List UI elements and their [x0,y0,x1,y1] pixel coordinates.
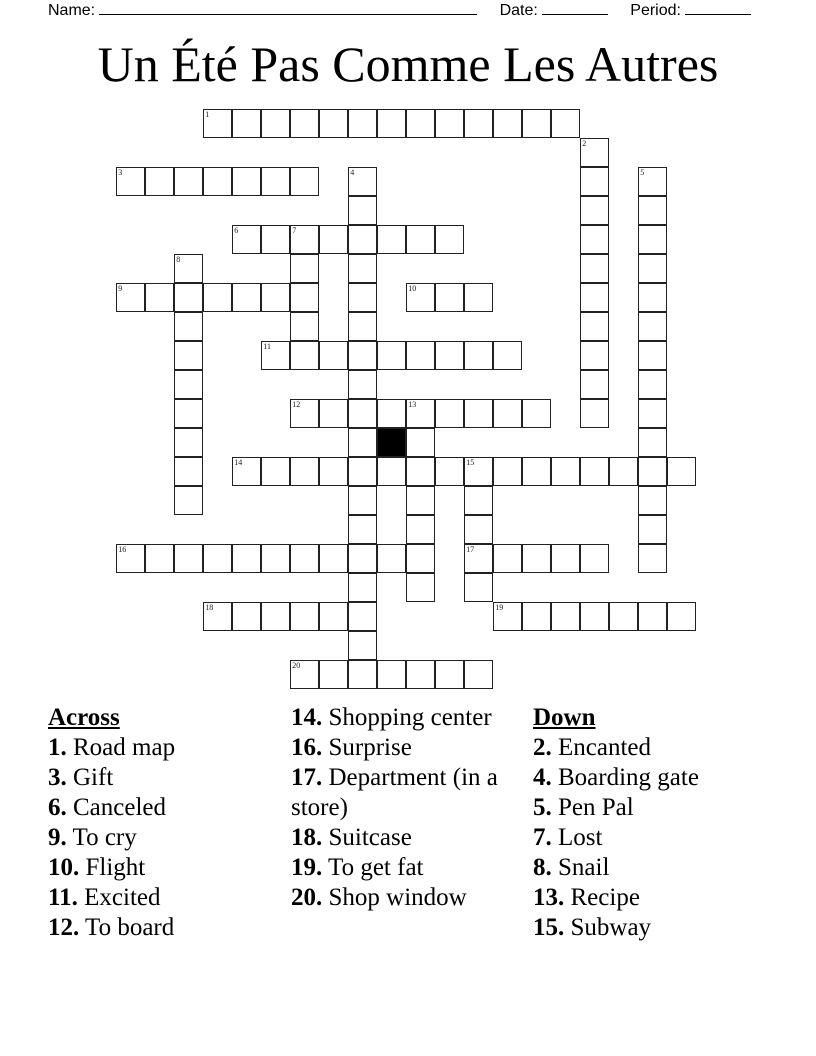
grid-cell[interactable] [290,341,319,370]
grid-cell[interactable] [580,254,609,283]
grid-cell[interactable] [174,370,203,399]
grid-cell[interactable] [580,341,609,370]
clue-item [291,763,521,823]
grid-cell[interactable] [580,602,609,631]
grid-cell[interactable] [377,109,406,138]
clue-text: To cry [66,824,137,851]
grid-cell[interactable] [406,283,435,312]
down-clues-column [533,703,793,943]
clue-number: 6 [234,226,239,236]
clue-number: 10 [408,284,417,294]
clue-text: Shopping center [322,704,492,731]
grid-cell[interactable] [174,457,203,486]
clue-number: 10. [48,854,80,881]
grid-cell[interactable] [638,283,667,312]
name-blank[interactable] [99,0,477,15]
clue-text: Excited [77,884,161,911]
clue-number: 19 [495,603,504,613]
grid-cell[interactable] [638,602,667,631]
grid-cell[interactable] [493,399,522,428]
clue-text: Suitcase [322,824,412,851]
grid-cell[interactable] [580,196,609,225]
grid-cell[interactable] [261,225,290,254]
grid-cell[interactable] [638,428,667,457]
clue-number: 11 [263,342,271,352]
grid-cell[interactable] [638,196,667,225]
grid-cell[interactable] [348,109,377,138]
clue-number: 4. [533,764,552,791]
clue-number: 3. [48,764,67,791]
grid-cell[interactable] [464,515,493,544]
grid-cell[interactable] [116,544,145,573]
grid-cell[interactable] [435,457,464,486]
clue-number: 4 [350,168,355,178]
grid-cell[interactable] [261,457,290,486]
clue-number: 6. [48,794,67,821]
clue-item [291,733,521,763]
grid-cell[interactable] [348,631,377,660]
clue-text: Gift [66,764,114,791]
grid-cell[interactable] [638,486,667,515]
grid-cell[interactable] [667,457,696,486]
clue-number: 5 [640,168,645,178]
grid-cell[interactable] [464,283,493,312]
grid-cell[interactable] [348,370,377,399]
grid-cell[interactable] [290,312,319,341]
clue-number: 20 [292,661,301,671]
grid-cell[interactable] [377,341,406,370]
grid-cell[interactable] [377,660,406,689]
grid-cell[interactable] [638,457,667,486]
grid-cell[interactable] [493,341,522,370]
grid-cell[interactable] [493,457,522,486]
clue-text: Lost [551,824,603,851]
clue-text: Boarding gate [551,764,699,791]
grid-cell[interactable] [116,167,145,196]
clue-text: Pen Pal [551,794,634,821]
clue-text: Road map [66,734,176,761]
grid-cell[interactable] [464,457,493,486]
grid-cell[interactable] [232,225,261,254]
grid-cell[interactable] [174,312,203,341]
clue-number: 12. [48,914,80,941]
clue-number: 16 [118,545,127,555]
grid-cell[interactable] [232,602,261,631]
clue-text: To get fat [322,854,424,881]
clue-item [533,823,793,853]
clue-text: Recipe [564,884,640,911]
clue-item [48,823,278,853]
grid-cell[interactable] [290,457,319,486]
grid-cell[interactable] [638,167,667,196]
clue-item [48,883,278,913]
clue-number: 9. [48,824,67,851]
clue-item [48,763,278,793]
clue-item [48,913,278,943]
grid-cell[interactable] [348,254,377,283]
across-clues-column-2 [291,703,521,913]
clue-item [533,853,793,883]
clue-number: 15. [533,914,565,941]
grid-cell[interactable] [638,341,667,370]
clue-number: 18. [291,824,323,851]
clue-number: 8. [533,854,552,881]
grid-cell[interactable] [348,399,377,428]
grid-cell[interactable] [580,370,609,399]
grid-cell[interactable] [261,283,290,312]
clue-item [533,763,793,793]
grid-cell[interactable] [406,399,435,428]
clue-number: 17 [466,545,475,555]
clue-text: To board [79,914,175,941]
grid-cell[interactable] [493,544,522,573]
clue-item [291,853,521,883]
grid-cell[interactable] [290,660,319,689]
across-clues-column-1 [48,703,278,943]
grid-cell[interactable] [638,515,667,544]
grid-cell[interactable] [406,544,435,573]
grid-cell[interactable] [203,544,232,573]
grid-cell[interactable] [464,486,493,515]
grid-cell[interactable] [464,109,493,138]
grid-cell[interactable] [406,573,435,602]
clue-text: Shop window [322,884,467,911]
grid-cell[interactable] [522,602,551,631]
clue-number: 14 [234,458,243,468]
clue-item [291,823,521,853]
grid-cell[interactable] [377,399,406,428]
page-title: Un Été Pas Comme Les Autres [97,36,719,92]
grid-cell[interactable] [406,428,435,457]
clue-text: Department (in a store) [291,764,498,821]
grid-cell[interactable] [377,544,406,573]
grid-cell[interactable] [290,399,319,428]
grid-cell[interactable] [638,254,667,283]
grid-cell[interactable] [551,457,580,486]
grid-cell[interactable] [435,660,464,689]
grid-cell[interactable] [203,602,232,631]
clue-number: 20. [291,884,323,911]
date-label: Date: [499,2,538,19]
clue-item [533,883,793,913]
grid-cell[interactable] [348,660,377,689]
grid-cell[interactable] [667,602,696,631]
grid-cell[interactable] [406,660,435,689]
grid-cell[interactable] [435,109,464,138]
clue-text: Flight [79,854,146,881]
grid-cell[interactable] [319,602,348,631]
grid-cell[interactable] [174,428,203,457]
grid-cell[interactable] [174,254,203,283]
grid-cell[interactable] [319,544,348,573]
grid-cell[interactable] [145,167,174,196]
grid-cell[interactable] [348,225,377,254]
down-heading: Down [533,704,596,731]
clue-text: Snail [551,854,610,881]
clue-number: 19. [291,854,323,881]
grid-cell[interactable] [406,109,435,138]
grid-cell[interactable] [580,544,609,573]
grid-cell[interactable] [290,109,319,138]
clue-number: 1. [48,734,67,761]
clue-number: 18 [205,603,214,613]
clue-item [48,853,278,883]
grid-cell[interactable] [348,428,377,457]
clue-number: 8 [176,255,181,265]
grid-cell[interactable] [348,283,377,312]
grid-cell[interactable] [261,109,290,138]
grid-cell[interactable] [261,544,290,573]
grid-cell[interactable] [261,167,290,196]
clue-number: 7 [292,226,297,236]
grid-cell[interactable] [232,109,261,138]
grid-cell[interactable] [580,225,609,254]
grid-cell[interactable] [464,399,493,428]
grid-cell[interactable] [638,312,667,341]
grid-cell[interactable] [580,399,609,428]
grid-cell[interactable] [580,167,609,196]
grid-cell[interactable] [522,457,551,486]
grid-cell[interactable] [232,167,261,196]
grid-cell[interactable] [348,602,377,631]
grid-cell[interactable] [638,544,667,573]
student-info-header [48,0,755,20]
grid-cell[interactable] [638,370,667,399]
grid-cell[interactable] [174,283,203,312]
grid-cell[interactable] [348,544,377,573]
grid-cell[interactable] [348,312,377,341]
grid-cell[interactable] [435,225,464,254]
grid-cell[interactable] [522,399,551,428]
grid-cell[interactable] [290,544,319,573]
grid-cell[interactable] [406,486,435,515]
grid-cell[interactable] [261,602,290,631]
grid-cell[interactable] [174,399,203,428]
grid-cell[interactable] [203,283,232,312]
grid-cell[interactable] [203,109,232,138]
grid-cell[interactable] [116,283,145,312]
grid-cell[interactable] [493,109,522,138]
clue-number: 2 [582,139,587,149]
grid-cell[interactable] [348,486,377,515]
grid-cell[interactable] [290,254,319,283]
clue-item [533,913,793,943]
grid-cell[interactable] [638,225,667,254]
grid-cell[interactable] [232,544,261,573]
grid-cell[interactable] [348,573,377,602]
grid-cell[interactable] [435,399,464,428]
across-heading: Across [48,704,120,731]
grid-cell[interactable] [580,138,609,167]
clue-item [48,793,278,823]
grid-cell[interactable] [580,457,609,486]
grid-cell[interactable] [174,544,203,573]
clue-number: 15 [466,458,475,468]
grid-cell[interactable] [435,341,464,370]
clue-number: 1 [205,110,210,120]
clue-number: 11. [48,884,78,911]
name-label: Name: [48,2,96,19]
period-label: Period: [630,2,681,19]
grid-cell[interactable] [522,544,551,573]
grid-cell[interactable] [319,109,348,138]
grid-cell[interactable] [348,196,377,225]
grid-cell[interactable] [464,573,493,602]
grid-cell[interactable] [464,341,493,370]
grid-cell[interactable] [377,225,406,254]
clue-item [291,703,521,733]
grid-cell[interactable] [145,283,174,312]
date-blank[interactable] [542,0,608,15]
clue-item [291,883,521,913]
clue-number: 17. [291,764,323,791]
grid-cell[interactable] [319,225,348,254]
clue-number: 16. [291,734,323,761]
clue-number: 2. [533,734,552,761]
grid-cell[interactable] [348,167,377,196]
clue-text: Canceled [66,794,167,821]
grid-cell[interactable] [551,109,580,138]
clue-text: Surprise [322,734,412,761]
black-cell [377,428,406,457]
clue-number: 12 [292,400,301,410]
grid-cell[interactable] [377,457,406,486]
grid-cell[interactable] [261,341,290,370]
clue-number: 9 [118,284,123,294]
grid-cell[interactable] [464,660,493,689]
grid-cell[interactable] [551,602,580,631]
clue-item [533,733,793,763]
grid-cell[interactable] [551,544,580,573]
clue-number: 13 [408,400,417,410]
clue-text: Subway [564,914,652,941]
grid-cell[interactable] [290,602,319,631]
grid-cell[interactable] [348,515,377,544]
clue-item [533,793,793,823]
grid-cell[interactable] [174,341,203,370]
grid-cell[interactable] [435,283,464,312]
grid-cell[interactable] [464,544,493,573]
clue-number: 13. [533,884,565,911]
grid-cell[interactable] [290,225,319,254]
grid-cell[interactable] [406,225,435,254]
grid-cell[interactable] [290,283,319,312]
grid-cell[interactable] [290,167,319,196]
grid-cell[interactable] [203,167,232,196]
grid-cell[interactable] [406,341,435,370]
grid-cell[interactable] [174,486,203,515]
grid-cell[interactable] [145,544,174,573]
clue-number: 3 [118,168,123,178]
clue-item [48,733,278,763]
grid-cell[interactable] [174,167,203,196]
clue-number: 7. [533,824,552,851]
grid-cell[interactable] [580,312,609,341]
grid-cell[interactable] [522,109,551,138]
grid-cell[interactable] [232,283,261,312]
grid-cell[interactable] [609,457,638,486]
grid-cell[interactable] [493,602,522,631]
grid-cell[interactable] [638,399,667,428]
grid-cell[interactable] [406,515,435,544]
grid-cell[interactable] [319,457,348,486]
clue-number: 5. [533,794,552,821]
grid-cell[interactable] [609,602,638,631]
grid-cell[interactable] [348,341,377,370]
grid-cell[interactable] [319,341,348,370]
grid-cell[interactable] [319,399,348,428]
grid-cell[interactable] [406,457,435,486]
grid-cell[interactable] [232,457,261,486]
grid-cell[interactable] [348,457,377,486]
grid-cell[interactable] [319,660,348,689]
period-blank[interactable] [685,0,751,15]
clue-text: Encanted [551,734,652,761]
grid-cell[interactable] [580,283,609,312]
clue-number: 14. [291,704,323,731]
